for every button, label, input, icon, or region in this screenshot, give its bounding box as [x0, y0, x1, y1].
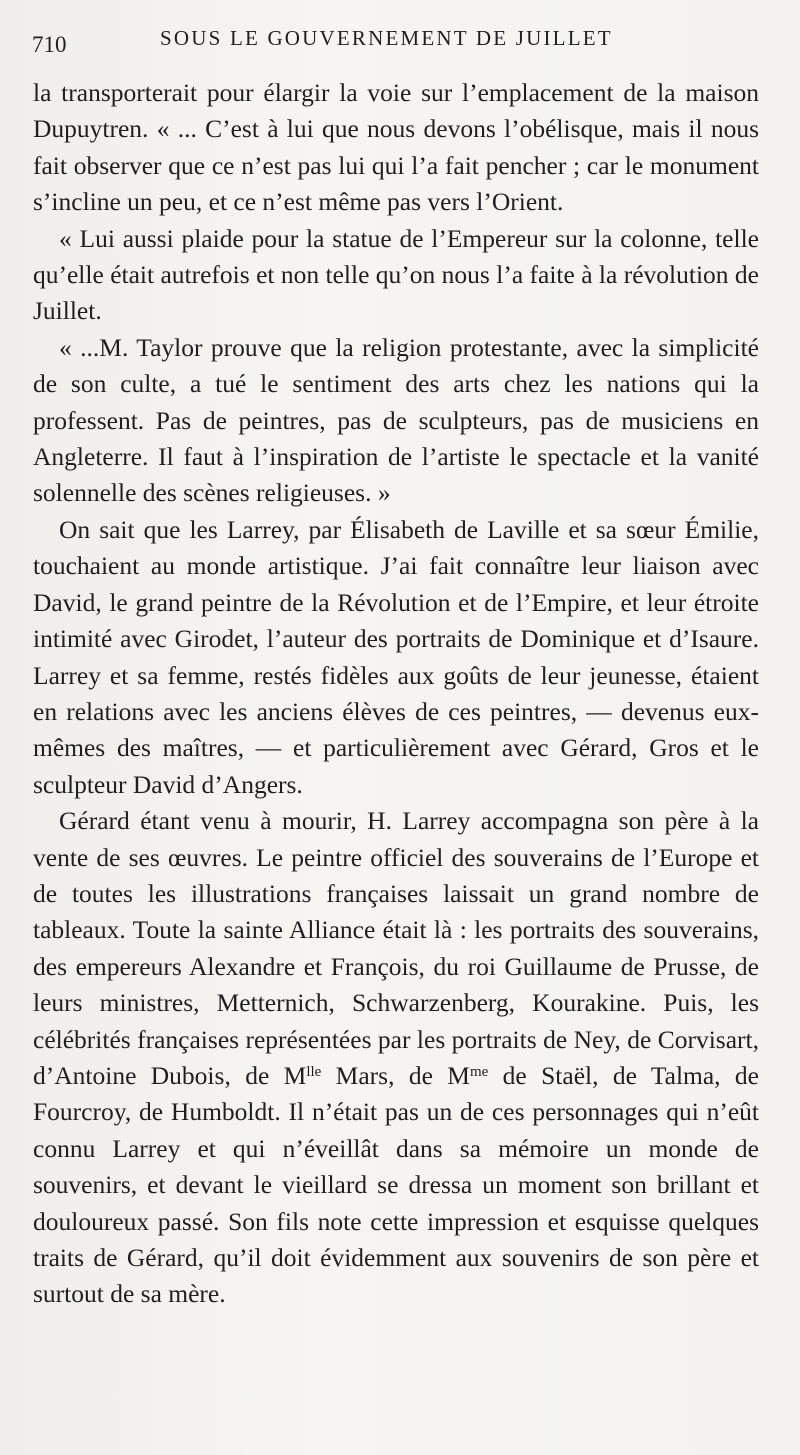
gerard-text-mid: Mars, de M [321, 1060, 470, 1090]
paragraph-continuation: la transporterait pour élargir la voie sur l’emplacement de la maison Dupuytren. « ... C’est à lui que nous devons l’obélisque, mais il nous fait observer que ce n’est pas lui qui l’a fait pencher ; car le monument s’incline un peu, et ce n’est même pas vers l’Orient. [33, 78, 759, 217]
paragraph-larrey-artists: On sait que les Larrey, par Élisabeth de Laville et sa sœur Émilie, touchaient au monde artistique. J’ai fait connaître leur liaison avec David, le grand peintre de la Révolution et de l’Empire, et leur étroite intimité avec Girodet, l’auteur des portraits de Dominique et d’Isaure. Larrey et sa femme, restés fidèles aux goûts de leur jeunesse, étaient en relations avec les anciens élèves de ces peintres, — devenus eux-mêmes des maîtres, — et particulièrement avec Gérard, Gros et le sculpteur David d’Angers. [33, 514, 759, 799]
gerard-text-start: Gérard étant venu à mourir, H. Larrey accompagna son père à la vente de ses œuvres. Le peintre officiel des souverains de l’Europe et de toutes les illustrations françaises laissait un grand nombre de tableaux. Toute la sainte Alliance était là : les portraits des souverains, des empereurs Alexandre et François, du roi Guillaume de Prusse, de leurs ministres, Metternich, Schwarzenberg, Kourakine. Puis, les célébrités françaises représentées par les portraits de Ney, de Corvisart, d’Antoine Dubois, de M [33, 806, 759, 1090]
running-head [32, 26, 760, 66]
page-number: 710 [32, 32, 67, 57]
gerard-text-end: de Staël, de Talma, de Fourcroy, de Humboldt. Il n’était pas un de ces personnages qui n’eût connu Larrey et qui n’éveillât dans sa mémoire un monde de souvenirs, et devant le vieillard se dressa un moment son brillant et douloureux passé. Son fils note cette impression et esquisse quelques traits de Gérard, qu’il doit évidemment aux souvenirs de son père et surtout de sa mère. [33, 1060, 759, 1309]
running-head-title: SOUS LE GOUVERNEMENT DE JUILLET [160, 26, 613, 50]
paragraph-gerard-sale [33, 803, 759, 1313]
paragraph-quote-taylor: « ...M. Taylor prouve que la religion protestante, avec la simplicité de son culte, a tué le sentiment des arts chez les nations qui la professent. Pas de peintres, pas de sculpteurs, pas de musiciens en Angleterre. Il faut à l’inspiration de l’artiste le spectacle et la vanité solennelle des scènes religieuses. » [33, 332, 759, 508]
body-text [33, 75, 759, 1313]
superscript-lle: lle [306, 1063, 322, 1080]
paragraph-quote-statue: « Lui aussi plaide pour la statue de l’Empereur sur la colonne, telle qu’elle était autrefois et non telle qu’on nous l’a faite à la révolution de Juillet. [33, 223, 759, 326]
superscript-me: me [469, 1063, 489, 1080]
